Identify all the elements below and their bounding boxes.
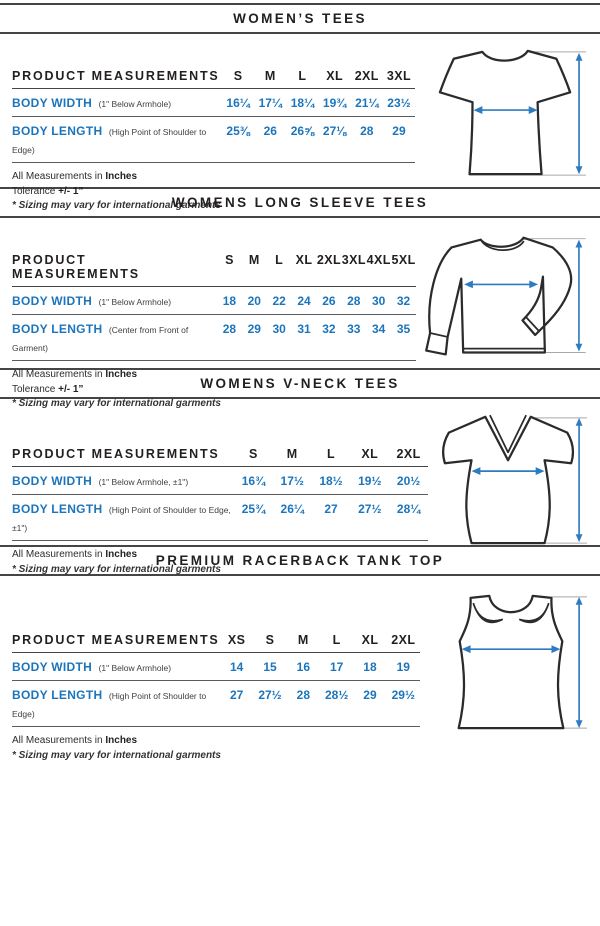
size-column-header: 2XL: [316, 253, 341, 267]
measurements-table: [12, 628, 420, 727]
measurement-value: 30: [372, 294, 386, 308]
size-column-header: L: [298, 69, 307, 83]
measurement-value: 26¼: [280, 502, 304, 516]
value-row: [217, 322, 416, 336]
measurement-value: 15: [263, 660, 277, 674]
section-title: WOMEN’S TEES: [233, 11, 367, 26]
section-header: [0, 3, 600, 34]
size-column-header: S: [225, 253, 234, 267]
measurement-value: 34: [372, 322, 386, 336]
measurement-value: 14: [229, 660, 244, 674]
measurements-table: [12, 442, 428, 541]
size-column-header: 2XL: [354, 69, 379, 83]
size-column-header: M: [264, 69, 276, 83]
tee-illustration: [424, 42, 594, 188]
table-row-body-length: [12, 681, 420, 727]
footnote-tolerance: Tolerance +/- 1”: [12, 383, 84, 395]
value-row: [222, 96, 415, 110]
measurement-value: 30: [272, 322, 286, 336]
size-header-row: [222, 69, 415, 83]
measurement-value: 16¼: [226, 96, 250, 110]
row-label: BODY LENGTH: [12, 502, 103, 516]
row-label: BODY WIDTH: [12, 96, 93, 110]
footnote-units: All Measurements in Inches: [12, 549, 138, 560]
measurement-value: 26: [322, 294, 336, 308]
size-column-header: 3XL: [386, 69, 411, 83]
size-column-header: XS: [227, 633, 246, 647]
size-column-header: XL: [326, 69, 343, 83]
measurement-value: 18¼: [290, 96, 315, 110]
size-column-header: XL: [361, 447, 379, 461]
size-column-header: XL: [295, 253, 313, 267]
size-column-header: S: [233, 69, 243, 83]
size-column-header: S: [265, 633, 275, 647]
size-header-row: [217, 253, 416, 267]
value-row: [234, 502, 428, 516]
measurement-value: 21¼: [355, 96, 379, 110]
table-row-body-length: [12, 495, 428, 541]
measurement-value: 17¼: [258, 96, 282, 110]
footnote-units: All Measurements in Inches: [12, 735, 138, 746]
measurement-value: 16: [296, 660, 310, 674]
footnote-units: All Measurements in Inches: [12, 171, 138, 182]
measurement-value: 22: [272, 294, 286, 308]
size-column-header: L: [275, 253, 284, 267]
footnote-sizing-vary: * Sizing may vary for international garments: [12, 398, 221, 409]
measurement-value: 27: [229, 688, 244, 702]
size-column-header: M: [297, 633, 309, 647]
section-title: WOMENS LONG SLEEVE TEES: [171, 195, 429, 210]
measurement-value: 29: [363, 688, 377, 702]
size-column-header: L: [326, 447, 336, 461]
measurement-value: 24: [297, 294, 311, 308]
size-column-header: 2XL: [391, 633, 416, 647]
row-note: (High Point of Shoulder to Edge, ±1"): [12, 505, 231, 533]
row-label: BODY LENGTH: [12, 124, 103, 138]
size-column-header: 4XL: [366, 253, 391, 267]
measurement-value: 18: [363, 660, 377, 674]
table-row-body-width: [12, 89, 415, 117]
value-row: [222, 124, 415, 138]
row-label: BODY LENGTH: [12, 322, 103, 336]
measurement-value: 33: [347, 322, 361, 336]
measurement-value: 27⅛: [322, 124, 347, 138]
size-column-header: 2XL: [396, 447, 421, 461]
table-header-row: [12, 628, 420, 653]
measurement-value: 28: [347, 294, 361, 308]
measurement-value: 28: [222, 322, 237, 336]
size-column-header: M: [286, 447, 298, 461]
table-header-label: PRODUCT MEASUREMENTS: [12, 447, 220, 461]
footnote-sizing-vary: * Sizing may vary for international garments: [12, 200, 221, 211]
row-label: BODY WIDTH: [12, 660, 93, 674]
measurement-value: 31: [297, 322, 311, 336]
row-label: BODY LENGTH: [12, 688, 103, 702]
measurement-value: 28: [296, 688, 310, 702]
measurement-value: 20: [247, 294, 261, 308]
measurement-value: 27½: [358, 502, 382, 516]
measurement-value: 29½: [391, 688, 415, 702]
measurement-value: 28: [360, 124, 374, 138]
measurement-value: 26: [263, 124, 277, 138]
measurement-value: 18: [222, 294, 237, 308]
measurement-value: 27: [324, 502, 338, 516]
section-title: WOMENS V-NECK TEES: [200, 376, 400, 391]
racerback-tank-illustration: [430, 588, 594, 738]
row-note: (Center from Front of Garment): [12, 325, 189, 353]
footnotes: [12, 734, 420, 763]
measurement-value: 25¾: [241, 502, 266, 516]
value-row: [217, 294, 416, 308]
table-header-label: PRODUCT MEASUREMENTS: [12, 69, 220, 83]
value-row: [234, 474, 428, 488]
value-row: [220, 660, 420, 674]
footnote-tolerance: Tolerance +/- 1”: [12, 185, 84, 197]
measurement-value: 27½: [258, 688, 282, 702]
measurement-value: 32: [322, 322, 336, 336]
row-note: (1" Below Armhole): [98, 663, 172, 673]
measurement-value: 29: [392, 124, 406, 138]
table-row-body-width: [12, 467, 428, 495]
measurements-table: [12, 64, 415, 163]
table-header-label: PRODUCT MEASUREMENTS: [12, 633, 220, 647]
long-sleeve-tee-illustration: [416, 228, 594, 370]
measurement-value: 18½: [319, 474, 343, 488]
row-label: BODY WIDTH: [12, 474, 93, 488]
row-note: (1" Below Armhole, ±1"): [98, 477, 189, 487]
measurement-value: 26⅝: [290, 124, 315, 138]
measurements-table: [12, 248, 416, 361]
measurement-value: 25⅜: [226, 124, 250, 138]
size-header-row: [234, 447, 428, 461]
measurement-value: 19¾: [322, 96, 347, 110]
size-column-header: 3XL: [341, 253, 366, 267]
table-header-row: [12, 248, 416, 287]
table-header-label: PRODUCT MEASUREMENTS: [12, 253, 140, 281]
size-header-row: [220, 633, 420, 647]
size-column-header: 5XL: [391, 253, 416, 267]
footnote-sizing-vary: * Sizing may vary for international garments: [12, 749, 221, 761]
measurement-value: 23½: [387, 96, 411, 110]
table-header-row: [12, 64, 415, 89]
measurement-value: 29: [247, 322, 261, 336]
measurement-value: 28¼: [396, 502, 421, 516]
table-header-row: [12, 442, 428, 467]
measurement-value: 28½: [324, 688, 349, 702]
measurement-value: 35: [396, 322, 411, 336]
measurement-value: 19½: [358, 474, 382, 488]
measurement-value: 20½: [396, 474, 421, 488]
row-note: (1" Below Armhole): [98, 297, 172, 307]
section-title: PREMIUM RACERBACK TANK TOP: [155, 553, 445, 568]
section-racerback-tank: [0, 545, 600, 926]
size-column-header: M: [248, 253, 260, 267]
footnote-sizing-vary: * Sizing may vary for international garments: [12, 563, 221, 575]
row-label: BODY WIDTH: [12, 294, 93, 308]
measurement-value: 17½: [280, 474, 304, 488]
footnote-units: All Measurements in Inches: [12, 369, 138, 380]
table-row-body-length: [12, 315, 416, 361]
value-row: [220, 688, 420, 702]
measurement-value: 32: [396, 294, 411, 308]
size-column-header: L: [332, 633, 341, 647]
v-neck-tee-illustration: [428, 405, 594, 553]
row-note: (High Point of Shoulder to Edge): [12, 691, 207, 719]
measurement-value: 17: [329, 660, 344, 674]
row-note: (1" Below Armhole): [98, 99, 172, 109]
table-row-body-length: [12, 117, 415, 163]
measurement-value: 16¾: [241, 474, 266, 488]
measurement-value: 19: [396, 660, 410, 674]
size-column-header: S: [249, 447, 258, 461]
row-note: (High Point of Shoulder to Edge): [12, 127, 207, 155]
table-row-body-width: [12, 653, 420, 681]
size-column-header: XL: [361, 633, 379, 647]
table-row-body-width: [12, 287, 416, 315]
